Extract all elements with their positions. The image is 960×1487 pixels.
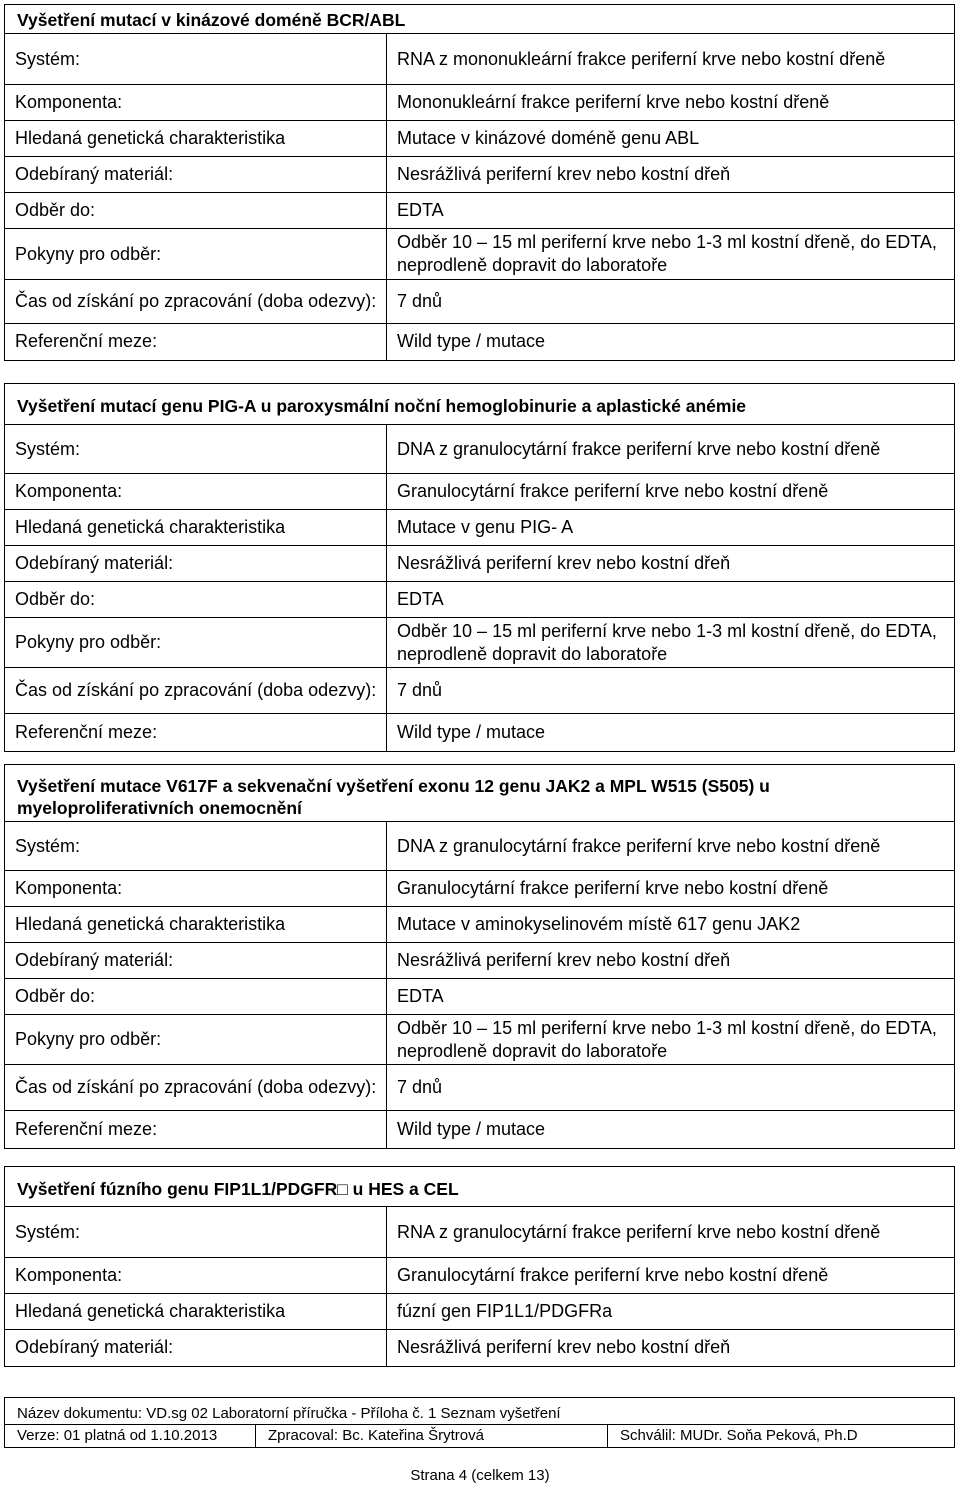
- row-label: Pokyny pro odběr:: [5, 229, 387, 280]
- row-value: Granulocytární frakce periferní krve nebo kostní dřeně: [387, 1258, 955, 1294]
- footer-info-row: [4, 1424, 955, 1448]
- section-jak2: [4, 764, 955, 1149]
- row-label: Hledaná genetická charakteristika: [5, 121, 387, 157]
- row-value: EDTA: [387, 979, 955, 1015]
- row-value: DNA z granulocytární frakce periferní krve nebo kostní dřeně: [387, 425, 955, 474]
- row-label: Systém:: [5, 425, 387, 474]
- row-label: Odebíraný materiál:: [5, 943, 387, 979]
- footer-approved-by: Schválil: MUDr. Soňa Peková, Ph.D: [620, 1427, 858, 1444]
- row-label: Systém:: [5, 34, 387, 85]
- row-value: RNA z mononukleární frakce periferní krve nebo kostní dřeně: [387, 34, 955, 85]
- footer-version: Verze: 01 platná od 1.10.2013: [5, 1425, 256, 1447]
- section-table: [5, 33, 954, 360]
- row-value: Wild type / mutace: [387, 714, 955, 751]
- footer-document-name: Název dokumentu: VD.sg 02 Laboratorní příručka - Příloha č. 1 Seznam vyšetření: [4, 1397, 955, 1425]
- row-label: Hledaná genetická charakteristika: [5, 1294, 387, 1330]
- row-label: Pokyny pro odběr:: [5, 618, 387, 668]
- row-label: Odebíraný materiál:: [5, 157, 387, 193]
- row-label: Odebíraný materiál:: [5, 1330, 387, 1366]
- row-value: Granulocytární frakce periferní krve nebo kostní dřeně: [387, 871, 955, 907]
- row-value: Nesrážlivá periferní krev nebo kostní dřeň: [387, 157, 955, 193]
- row-value: Nesrážlivá periferní krev nebo kostní dřeň: [387, 943, 955, 979]
- row-value: Nesrážlivá periferní krev nebo kostní dřeň: [387, 546, 955, 582]
- row-value: Wild type / mutace: [387, 324, 955, 360]
- row-label: Hledaná genetická charakteristika: [5, 510, 387, 546]
- row-value: 7 dnů: [387, 668, 955, 714]
- row-value: 7 dnů: [387, 1065, 955, 1111]
- row-label: Odběr do:: [5, 582, 387, 618]
- row-value: Mutace v kinázové doméně genu ABL: [387, 121, 955, 157]
- section-table: [5, 1206, 954, 1366]
- row-value: Nesrážlivá periferní krev nebo kostní dřeň: [387, 1330, 955, 1366]
- row-label: Čas od získání po zpracování (doba odezvy):: [5, 280, 387, 324]
- section-title: Vyšetření mutací genu PIG-A u paroxysmální noční hemoglobinurie a aplastické anémie: [17, 396, 747, 416]
- row-value: Mononukleární frakce periferní krve nebo kostní dřeně: [387, 85, 955, 121]
- row-label: Komponenta:: [5, 85, 387, 121]
- row-label: Komponenta:: [5, 474, 387, 510]
- row-value: Wild type / mutace: [387, 1111, 955, 1148]
- row-value: fúzní gen FIP1L1/PDGFRa: [387, 1294, 955, 1330]
- row-label: Referenční meze:: [5, 1111, 387, 1148]
- row-value: Granulocytární frakce periferní krve nebo kostní dřeně: [387, 474, 955, 510]
- row-label: Referenční meze:: [5, 714, 387, 751]
- row-label: Čas od získání po zpracování (doba odezvy):: [5, 668, 387, 714]
- footer-prepared-by: Zpracoval: Bc. Kateřina Šrytrová: [256, 1425, 608, 1447]
- row-label: Odebíraný materiál:: [5, 546, 387, 582]
- section-table: [5, 821, 954, 1148]
- page-number: Strana 4 (celkem 13): [410, 1467, 550, 1484]
- section-title: Vyšetření mutace V617F a sekvenační vyšetření exonu 12 genu JAK2 a MPL W515 (S505) u myeloproliferativních onemocnění: [17, 776, 770, 818]
- row-label: Komponenta:: [5, 871, 387, 907]
- row-value: RNA z granulocytární frakce periferní krve nebo kostní dřeně: [387, 1207, 955, 1258]
- row-value: Odběr 10 – 15 ml periferní krve nebo 1-3 ml kostní dřeně, do EDTA, neprodleně dopravit do laboratoře: [387, 618, 955, 668]
- row-label: Systém:: [5, 1207, 387, 1258]
- row-value: DNA z granulocytární frakce periferní krve nebo kostní dřeně: [387, 822, 955, 871]
- row-label: Referenční meze:: [5, 324, 387, 360]
- row-label: Hledaná genetická charakteristika: [5, 907, 387, 943]
- row-label: Odběr do:: [5, 979, 387, 1015]
- row-value: Mutace v aminokyselinovém místě 617 genu JAK2: [387, 907, 955, 943]
- row-value: EDTA: [387, 193, 955, 229]
- section-bcr-abl: [4, 4, 955, 361]
- row-label: Odběr do:: [5, 193, 387, 229]
- row-label: Pokyny pro odběr:: [5, 1015, 387, 1065]
- row-value: 7 dnů: [387, 280, 955, 324]
- row-label: Systém:: [5, 822, 387, 871]
- section-pig-a: [4, 383, 955, 752]
- section-table: [5, 424, 954, 751]
- row-value: Odběr 10 – 15 ml periferní krve nebo 1-3 ml kostní dřeně, do EDTA, neprodleně dopravit do laboratoře: [387, 1015, 955, 1065]
- row-value: EDTA: [387, 582, 955, 618]
- section-title: Vyšetření fúzního genu FIP1L1/PDGFR□ u HES a CEL: [17, 1179, 459, 1199]
- row-value: Odběr 10 – 15 ml periferní krve nebo 1-3 ml kostní dřeně, do EDTA, neprodleně dopravit do laboratoře: [387, 229, 955, 280]
- section-fip1l1: [4, 1166, 955, 1367]
- section-title: Vyšetření mutací v kinázové doméně BCR/ABL: [17, 10, 406, 30]
- row-label: Čas od získání po zpracování (doba odezvy):: [5, 1065, 387, 1111]
- row-label: Komponenta:: [5, 1258, 387, 1294]
- row-value: Mutace v genu PIG- A: [387, 510, 955, 546]
